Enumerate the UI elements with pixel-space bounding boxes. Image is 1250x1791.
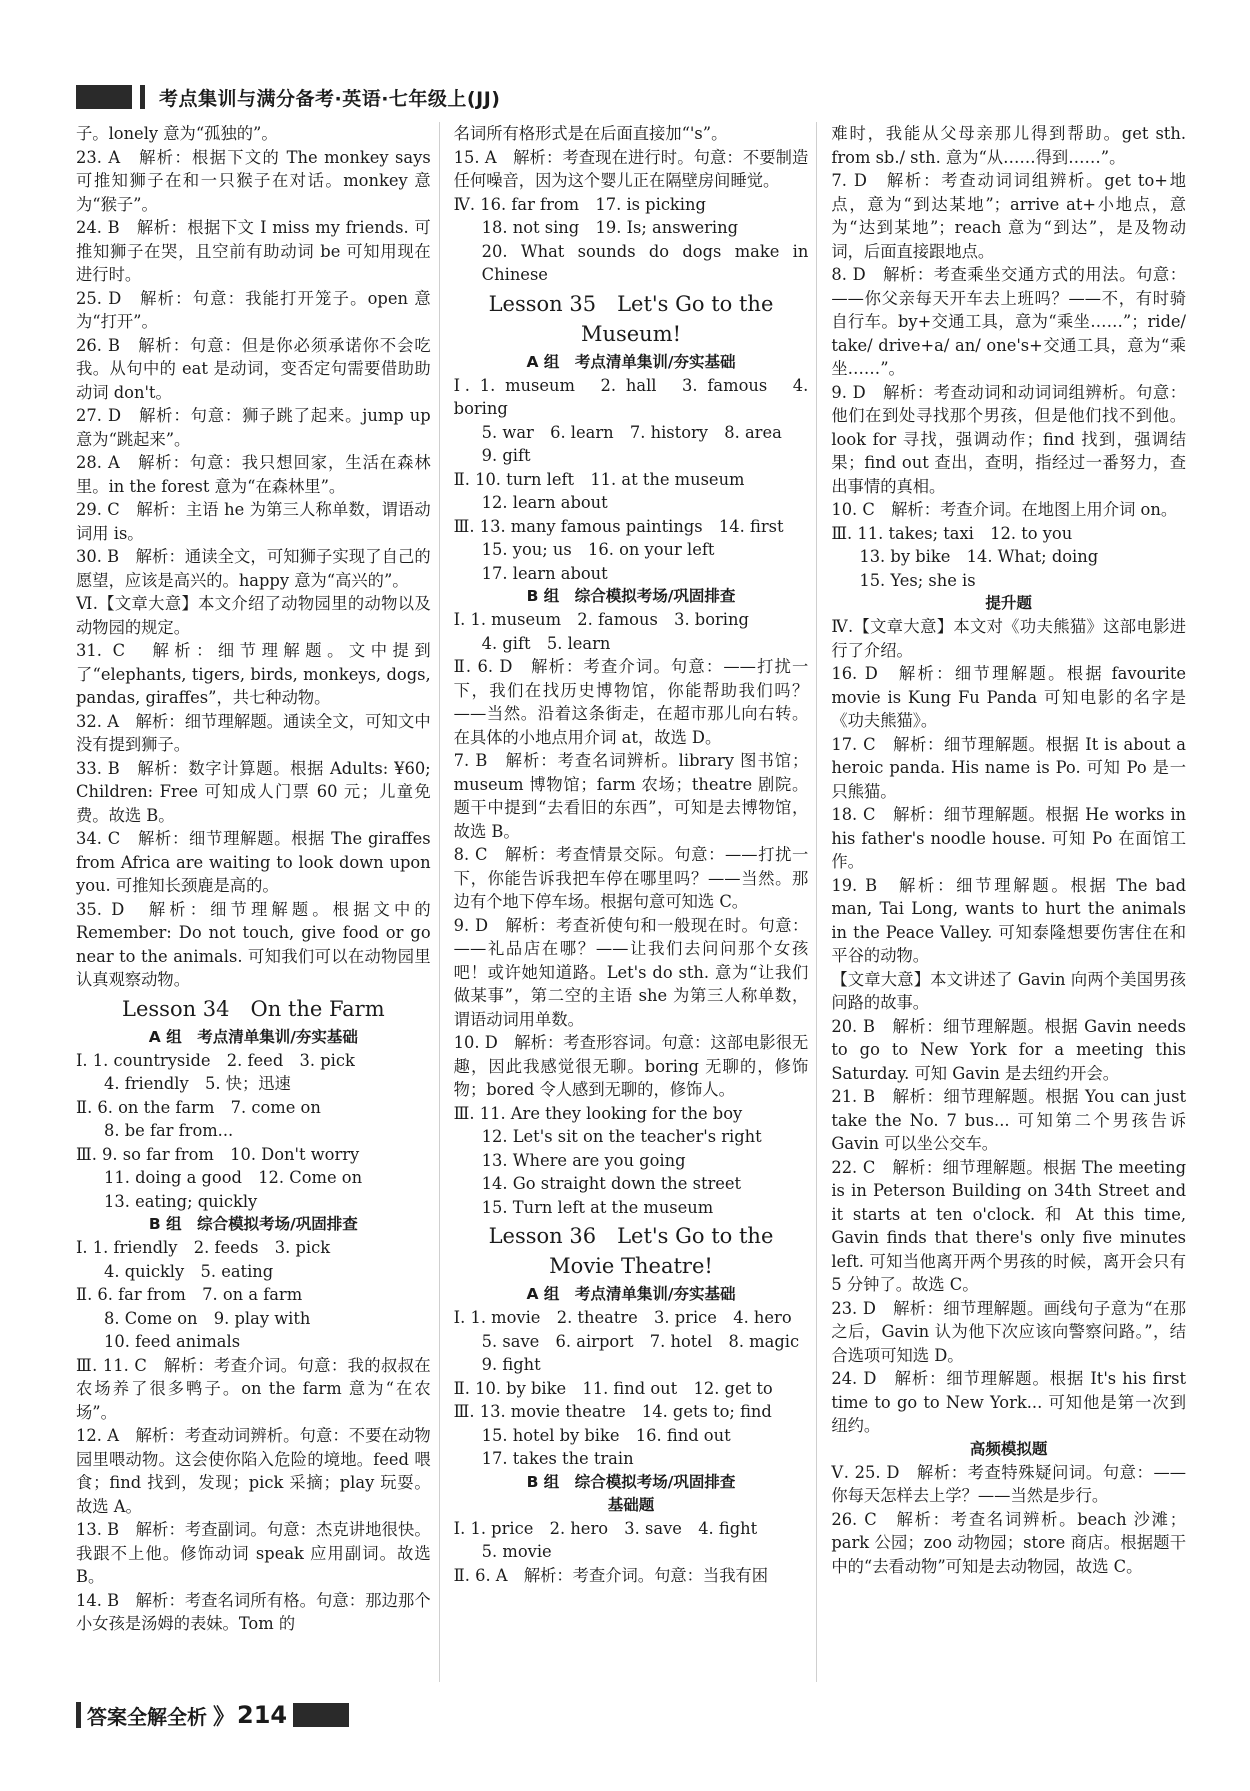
answer-line: 13. by bike 14. What; doing	[859, 547, 1099, 566]
answer-line: 23. A 解析：根据下文的 The monkey says 可推知狮子在和一只猴子在对话。monkey 意为“猴子”。	[76, 147, 431, 214]
page-number: 214	[237, 1701, 288, 1729]
answer-line: 20. B 解析：细节理解题。根据 Gavin needs to go to New York for a meeting this Saturday. 可知 Gavin 是去纽约开会。	[831, 1016, 1187, 1083]
group-heading: B 组 综合模拟考场/巩固排查	[526, 587, 736, 605]
lesson-title: Lesson 36 Let's Go to the Movie Theatre!	[488, 1224, 774, 1278]
header-bar	[140, 85, 145, 109]
answer-line: 30. B 解析：通读全文，可知狮子实现了自己的愿望，应该是高兴的。happy 意为“高兴的”。	[76, 547, 431, 590]
answer-line: 27. D 解析：句意：狮子跳了起来。jump up 意为“跳起来”。	[76, 406, 431, 449]
answer-line: 32. A 解析：细节理解题。通读全文，可知文中没有提到狮子。	[76, 711, 431, 754]
answer-line: 难时，我能从父母亲那儿得到帮助。get sth. from sb./ sth. 意为“从……得到……”。	[831, 124, 1187, 167]
footer-bar	[76, 1702, 81, 1728]
answer-line: 25. D 解析：句意：我能打开笼子。open 意为“打开”。	[76, 288, 431, 331]
answer-line: 24. D 解析：细节理解题。根据 It's his first time to go to New York... 可知他是第一次到纽约。	[831, 1369, 1187, 1435]
answer-line: 22. C 解析：细节理解题。根据 The meeting is in Peterson Building on 34th Street and it starts at ten o'clock. 和 At this time, Gavin finds that there's only five minutes left. 可知当他离开两个男孩的时候，离开会只有 5 分钟了。故选 C。	[831, 1157, 1187, 1294]
answer-line: 17. takes the train	[481, 1449, 634, 1468]
answer-line: Ⅲ. 13. many famous paintings 14. first	[453, 516, 784, 536]
answer-line: 9. D 解析：考查动词和动词词组辨析。句意：他们在到处寻找那个男孩，但是他们找不到他。look for 寻找，强调动作；find 找到，强调结果；find out 查出，查明，指经过一番努力，查出事情的真相。	[831, 382, 1187, 496]
answer-line: 13. B 解析：考查副词。句意：杰克讲地很快。我跟不上他。修饰动词 speak 应用副词。故选 B。	[76, 1520, 431, 1586]
answer-line: 9. fight	[481, 1355, 541, 1374]
column-2	[454, 122, 818, 1682]
answer-line: 7. D 解析：考查动词词组辨析。get to+地点，意为“到达某地”；arrive at+小地点，意为“达到某地”；reach 意为“到达”，是及物动词，后面直接跟地点。	[831, 171, 1187, 261]
answer-line: Ⅱ. 10. by bike 11. find out 12. get to	[453, 1378, 773, 1398]
answer-line: 8. Come on 9. play with	[104, 1308, 311, 1328]
answer-line: 5. save 6. airport 7. hotel 8. magic	[481, 1331, 800, 1351]
answer-line: 11. doing a good 12. Come on	[104, 1168, 363, 1187]
answer-line: 【文章大意】本文讲述了 Gavin 向两个美国男孩问路的故事。	[831, 969, 1187, 1012]
answer-line: Ⅰ. 1. museum 2. hall 3. famous 4. boring	[453, 375, 809, 418]
answer-line: Ⅰ. 1. price 2. hero 3. save 4. fight	[453, 1518, 758, 1538]
answer-line: 26. C 解析：考查名词辨析。beach 沙滩；park 公园；zoo 动物园；store 商店。根据题干中的“去看动物”可知是去动物园，故选 C。	[831, 1509, 1187, 1576]
answer-line: 5. war 6. learn 7. history 8. area	[481, 422, 782, 442]
answer-line: 14. Go straight down the street	[481, 1174, 742, 1193]
footer-block	[293, 1703, 349, 1727]
answer-line: Ⅲ. 11. Are they looking for the boy	[453, 1103, 743, 1123]
answer-line: 15. hotel by bike 16. find out	[481, 1425, 731, 1445]
group-heading: B 组 综合模拟考场/巩固排查	[148, 1215, 358, 1233]
answer-columns	[76, 122, 1186, 1682]
answer-line: Ⅰ. 1. museum 2. famous 3. boring	[453, 610, 749, 629]
answer-line: 24. B 解析：根据下文 I miss my friends. 可推知狮子在哭，且空前有助动词 be 可知用现在进行时。	[76, 218, 431, 284]
footer-label: 答案全解全析	[87, 1704, 207, 1729]
answer-line: 14. B 解析：考查名词所有格。句意：那边那个小女孩是汤姆的表妹。Tom 的	[76, 1590, 431, 1633]
answer-line: Ⅵ.【文章大意】本文介绍了动物园里的动物以及动物园的规定。	[76, 594, 431, 637]
answer-line: 20. What sounds do dogs make in Chinese	[481, 241, 809, 284]
answer-line: 13. Where are you going	[481, 1150, 686, 1170]
answer-line: 12. learn about	[481, 493, 608, 512]
answer-line: 33. B 解析：数字计算题。根据 Adults: ¥60; Children: Free 可知成人门票 60 元；儿童免费。故选 B。	[76, 758, 431, 825]
answer-line: 4. quickly 5. eating	[104, 1261, 274, 1281]
answer-line: 9. gift	[481, 446, 531, 465]
answer-line: 8. D 解析：考查乘坐交通方式的用法。句意：——你父亲每天开车去上班吗？——不，有时骑自行车。by+交通工具，意为“乘坐……”；ride/ take/ drive+a/ an/ one's+交通工具，意为“乘坐……”。	[831, 265, 1187, 378]
section-heading: 提升题	[985, 594, 1032, 612]
column-1	[76, 122, 440, 1682]
answer-line: Ⅱ. 6. D 解析：考查介词。句意：——打扰一下，我们在找历史博物馆，你能帮助我们吗？——当然。沿着这条街走，在超市那儿向右转。在具体的小地点用介词 at，故选 D。	[453, 657, 809, 747]
answer-line: Ⅱ. 10. turn left 11. at the museum	[453, 469, 745, 489]
section-heading: 基础题	[607, 1495, 655, 1514]
answer-line: 15. Yes; she is	[859, 570, 976, 590]
answer-line: 26. B 解析：句意：但是你必须承诺你不会吃我。从句中的 eat 是动词，变否定句需要借助助动词 don't。	[76, 335, 431, 402]
page-footer	[76, 1698, 476, 1732]
answer-line: Ⅳ.【文章大意】本文对《功夫熊猫》这部电影进行了介绍。	[831, 617, 1187, 660]
answer-line: 名词所有格形式是在后面直接加“'s”。	[453, 124, 728, 143]
answer-line: 18. C 解析：细节理解题。根据 He works in his father's noodle house. 可知 Po 在面馆工作。	[831, 805, 1187, 871]
answer-line: Ⅱ. 6. A 解析：考查介词。句意：当我有困	[453, 1565, 769, 1585]
page-header	[76, 80, 1186, 114]
answer-line: 28. A 解析：句意：我只想回家，生活在森林里。in the forest 意为“在森林里”。	[76, 453, 431, 496]
answer-line: 12. Let's sit on the teacher's right	[481, 1127, 762, 1146]
header-block	[76, 85, 132, 109]
answer-line: Ⅰ. 1. movie 2. theatre 3. price 4. hero	[453, 1308, 792, 1327]
answer-line: Ⅲ. 9. so far from 10. Don't worry	[76, 1144, 360, 1164]
answer-line: 19. B 解析：细节理解题。根据 The bad man, Tai Long, wants to hurt the animals in the Peace Valley. 可知泰隆想要伤害住在和平谷的动物。	[831, 875, 1187, 965]
answer-line: 7. B 解析：考查名词辨析。library 图书馆；museum 博物馆；farm 农场；theatre 剧院。题干中提到“去看旧的东西”，可知是去博物馆，故选 B。	[453, 751, 809, 841]
group-heading: B 组 综合模拟考场/巩固排查	[526, 1472, 736, 1491]
answer-line: Ⅱ. 6. far from 7. on a farm	[76, 1285, 303, 1304]
section-heading: 高频模拟题	[969, 1439, 1048, 1458]
footer-arrow: 》	[213, 1704, 236, 1730]
answer-line: 21. B 解析：细节理解题。根据 You can just take the No. 7 bus... 可知第二个男孩告诉 Gavin 可以坐公交车。	[831, 1087, 1187, 1153]
answer-line: 5. movie	[481, 1542, 552, 1561]
answer-line: 4. friendly 5. 快；迅速	[104, 1074, 291, 1093]
answer-line: 34. C 解析：细节理解题。根据 The giraffes from Africa are waiting to look down upon you. 可推知长颈鹿是高的。	[76, 829, 431, 895]
answer-line: Ⅰ. 1. countryside 2. feed 3. pick	[76, 1050, 355, 1070]
answer-line: Ⅳ. 16. far from 17. is picking	[453, 194, 706, 214]
answer-line: Ⅲ. 11. C 解析：考查介词。句意：我的叔叔在农场养了很多鸭子。on the farm 意为“在农场”。	[76, 1355, 431, 1422]
answer-line: 8. C 解析：考查情景交际。句意：——打扰一下，你能告诉我把车停在哪里吗？——当然。那边有个地下停车场。根据句意可知选 C。	[453, 845, 809, 911]
lesson-title: Lesson 35 Let's Go to the Museum!	[488, 291, 774, 346]
answer-line: 23. D 解析：细节理解题。画线句子意为“在那之后，Gavin 认为他下次应该向警察问路。”，结合选项可知选 D。	[831, 1298, 1187, 1365]
answer-line: 35. D 解析：细节理解题。根据文中的 Remember: Do not touch, give food or go near to the animals. 可知我们可以在动物园里认真观察动物。	[76, 899, 431, 989]
column-3	[831, 122, 1186, 1682]
answer-line: 18. not sing 19. Is; answering	[481, 218, 739, 237]
answer-line: 15. Turn left at the museum	[481, 1197, 714, 1217]
answer-line: Ⅱ. 6. on the farm 7. come on	[76, 1097, 321, 1117]
group-heading: A 组 考点清单集训/夯实基础	[526, 1285, 736, 1303]
answer-line: 29. C 解析：主语 he 为第三人称单数，谓语动词用 is。	[76, 500, 431, 543]
answer-line: 9. D 解析：考查祈使句和一般现在时。句意：——礼品店在哪？——让我们去问问那个女孩吧！或许她知道路。Let's do sth. 意为“让我们做某事”，第二空的主语 she 为第三人称单数，谓语动词用单数。	[453, 915, 809, 1029]
answer-line: 15. you; us 16. on your left	[481, 540, 715, 559]
group-heading: A 组 考点清单集训/夯实基础	[526, 352, 736, 371]
answer-line: 10. C 解析：考查介词。在地图上用介词 on。	[831, 500, 1178, 519]
answer-line: 子。lonely 意为“孤独的”。	[76, 124, 278, 143]
answer-line: 10. feed animals	[104, 1332, 241, 1351]
answer-line: Ⅲ. 11. takes; taxi 12. to you	[831, 523, 1073, 543]
answer-line: Ⅰ. 1. friendly 2. feeds 3. pick	[76, 1238, 331, 1257]
answer-line: 17. C 解析：细节理解题。根据 It is about a heroic panda. His name is Po. 可知 Po 是一只熊猫。	[831, 734, 1187, 801]
answer-line: 13. eating; quickly	[104, 1191, 258, 1211]
answer-line: Ⅴ. 25. D 解析：考查特殊疑问词。句意：——你每天怎样去上学？——当然是步行。	[831, 1462, 1187, 1505]
lesson-title: Lesson 34 On the Farm	[122, 996, 385, 1021]
group-heading: A 组 考点清单集训/夯实基础	[148, 1027, 358, 1046]
answer-line: 8. be far from...	[104, 1121, 234, 1140]
answer-line: Ⅲ. 13. movie theatre 14. gets to; find	[453, 1402, 772, 1421]
answer-line: 31. C 解析：细节理解题。文中提到了“elephants, tigers, birds, monkeys, dogs, pandas, giraffes”，共七种动物。	[76, 641, 431, 707]
answer-line: 17. learn about	[481, 563, 608, 583]
answer-line: 4. gift 5. learn	[481, 633, 611, 653]
answer-line: 10. D 解析：考查形容词。句意：这部电影很无趣，因此我感觉很无聊。boring 无聊的，修饰物；bored 令人感到无聊的，修饰人。	[453, 1033, 809, 1099]
answer-line: 12. A 解析：考查动词辨析。句意：不要在动物园里喂动物。这会使你陷入危险的境地。feed 喂食；find 找到，发现；pick 采摘；play 玩耍。故选 A。	[76, 1426, 431, 1516]
header-title: 考点集训与满分备考·英语·七年级上(JJ)	[159, 87, 501, 110]
answer-line: 16. D 解析：细节理解题。根据 favourite movie is Kung Fu Panda 可知电影的名字是《功夫熊猫》。	[831, 664, 1187, 730]
answer-line: 15. A 解析：考查现在进行时。句意：不要制造任何噪音，因为这个婴儿正在隔壁房间睡觉。	[453, 147, 809, 190]
